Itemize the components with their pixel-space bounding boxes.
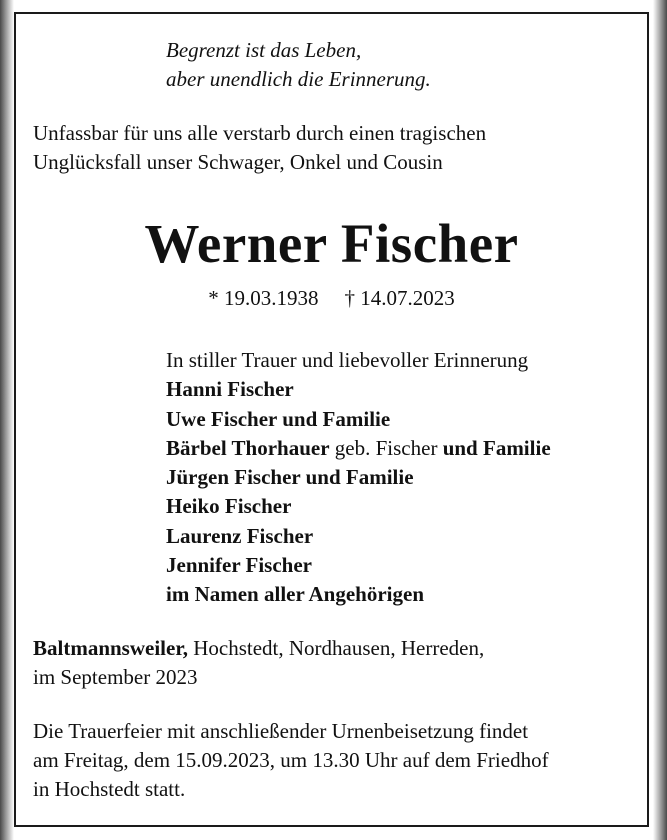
motto bbox=[166, 36, 431, 94]
deceased-name: Werner Fischer bbox=[144, 213, 519, 274]
funeral-notice bbox=[33, 717, 549, 804]
intro-text bbox=[33, 119, 486, 177]
mourners-heading: In stiller Trauer und liebevoller Erinnerung bbox=[166, 348, 529, 372]
motto-line: aber unendlich die Erinnerung. bbox=[166, 67, 431, 91]
mourner: Laurenz Fischer bbox=[166, 523, 314, 548]
mourner-nee: geb. Fischer bbox=[329, 435, 443, 460]
mourner: Uwe Fischer und Familie bbox=[166, 406, 391, 431]
place-town: Baltmannsweiler, bbox=[33, 636, 188, 660]
birth-date: * 19.03.1938 bbox=[208, 286, 319, 310]
mourner: Jennifer Fischer bbox=[166, 553, 312, 578]
place-and-date bbox=[33, 634, 484, 692]
place-others: Hochstedt, Nordhausen, Herreden, bbox=[187, 636, 485, 660]
mourner bbox=[166, 434, 551, 463]
place-line bbox=[33, 634, 484, 663]
mourner: Heiko Fischer bbox=[166, 494, 292, 519]
intro-line: Unglücksfall unser Schwager, Onkel und Cousin bbox=[33, 150, 443, 174]
mourner: im Namen aller Angehörigen bbox=[166, 582, 425, 607]
mourner-name: Bärbel Thorhauer bbox=[166, 435, 330, 460]
funeral-line: Die Trauerfeier mit anschließender Urnenbeisetzung findet bbox=[33, 719, 529, 743]
death-date: † 14.07.2023 bbox=[344, 286, 455, 310]
motto-line: Begrenzt ist das Leben, bbox=[166, 38, 362, 62]
funeral-line: am Freitag, dem 15.09.2023, um 13.30 Uhr auf dem Friedhof bbox=[33, 748, 549, 772]
life-dates bbox=[16, 285, 647, 311]
mourners-list bbox=[166, 346, 551, 610]
intro-line: Unfassbar für uns alle verstarb durch einen tragischen bbox=[33, 121, 487, 145]
funeral-line: in Hochstedt statt. bbox=[33, 777, 186, 801]
mourner: Hanni Fischer bbox=[166, 377, 294, 402]
mourner: Jürgen Fischer und Familie bbox=[166, 465, 414, 490]
date-line: im September 2023 bbox=[33, 665, 198, 689]
mourner-family: und Familie bbox=[442, 435, 551, 460]
obituary-frame bbox=[14, 12, 649, 827]
